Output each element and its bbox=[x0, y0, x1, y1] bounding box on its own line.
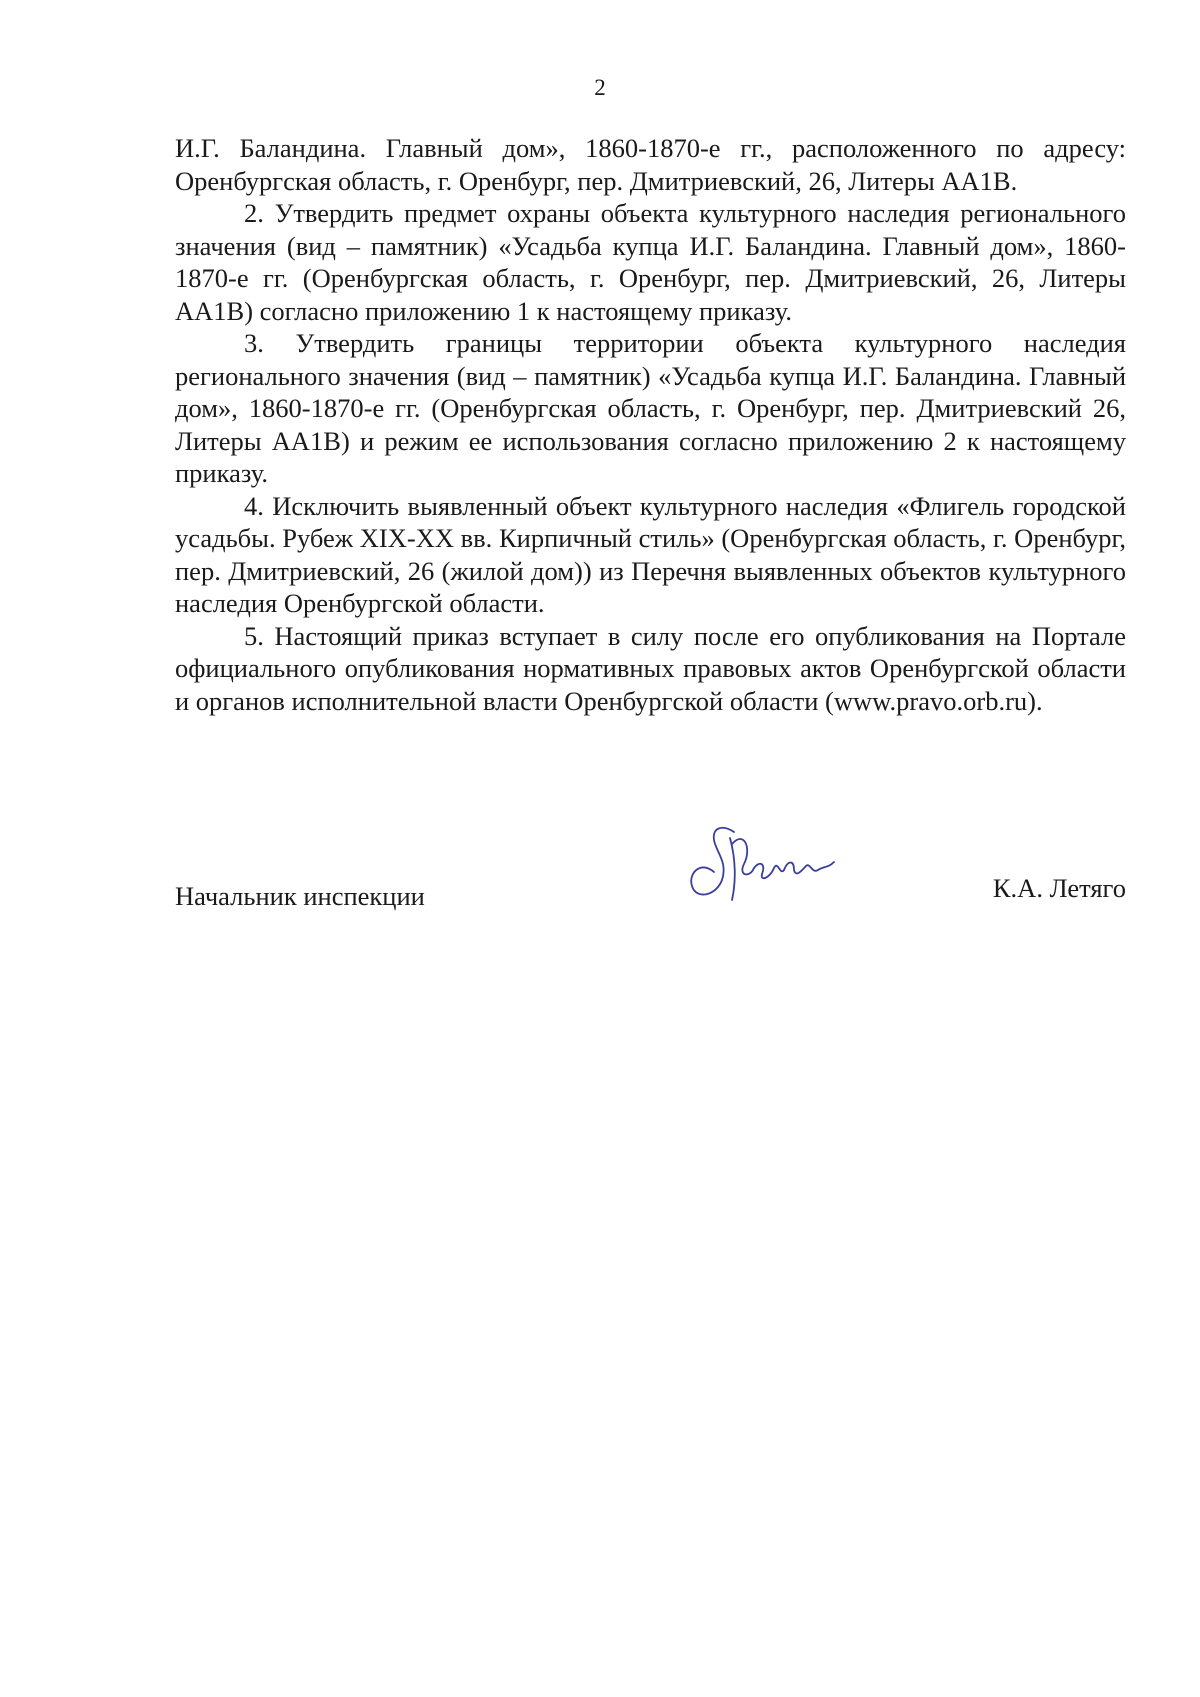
paragraph-continuation: И.Г. Баландина. Главный дом», 1860-1870-е гг., расположенного по адресу: Оренбургская область, г. Оренбург, пер. Дмитриевский, 26, Литеры АА1В. bbox=[175, 133, 1126, 196]
paragraph-item-4: 4. Исключить выявленный объект культурного наследия «Флигель городской усадьбы. Рубеж XIX-XX вв. Кирпичный стиль» (Оренбургская область, г. Оренбург, пер. Дмитриевский, 26 (жилой дом)) из Перечня выявленных объектов культурного наследия Оренбургской области. bbox=[175, 490, 1126, 618]
signature-row bbox=[175, 872, 1126, 912]
handwritten-signature bbox=[688, 820, 858, 916]
paragraph-item-2: 2. Утвердить предмет охраны объекта культурного наследия регионального значения (вид – памятник) «Усадьба купца И.Г. Баландина. Главный дом», 1860-1870-е гг. (Оренбургская область, г. Оренбург, пер. Дмитриевский, 26, Литеры АА1В) согласно приложению 1 к настоящему приказу. bbox=[175, 198, 1126, 326]
document-body bbox=[175, 132, 1126, 717]
signatory-position: Начальник инспекции bbox=[175, 881, 425, 911]
page-number: 2 bbox=[594, 75, 606, 100]
paragraph-item-5: 5. Настоящий приказ вступает в силу после его опубликования на Портале официального опубликования нормативных правовых актов Оренбургской области и органов исполнительной власти Оренбургской области (www.pravo.orb.ru). bbox=[175, 620, 1126, 716]
signatory-name: К.А. Летяго bbox=[992, 873, 1126, 903]
paragraph-item-3: 3. Утвердить границы территории объекта культурного наследия регионального значения (вид – памятник) «Усадьба купца И.Г. Баландина. Главный дом», 1860-1870-е гг. (Оренбургская область, г. Оренбург, пер. Дмитриевский 26, Литеры АА1В) и режим ее использования согласно приложению 2 к настоящему приказу. bbox=[175, 328, 1126, 488]
